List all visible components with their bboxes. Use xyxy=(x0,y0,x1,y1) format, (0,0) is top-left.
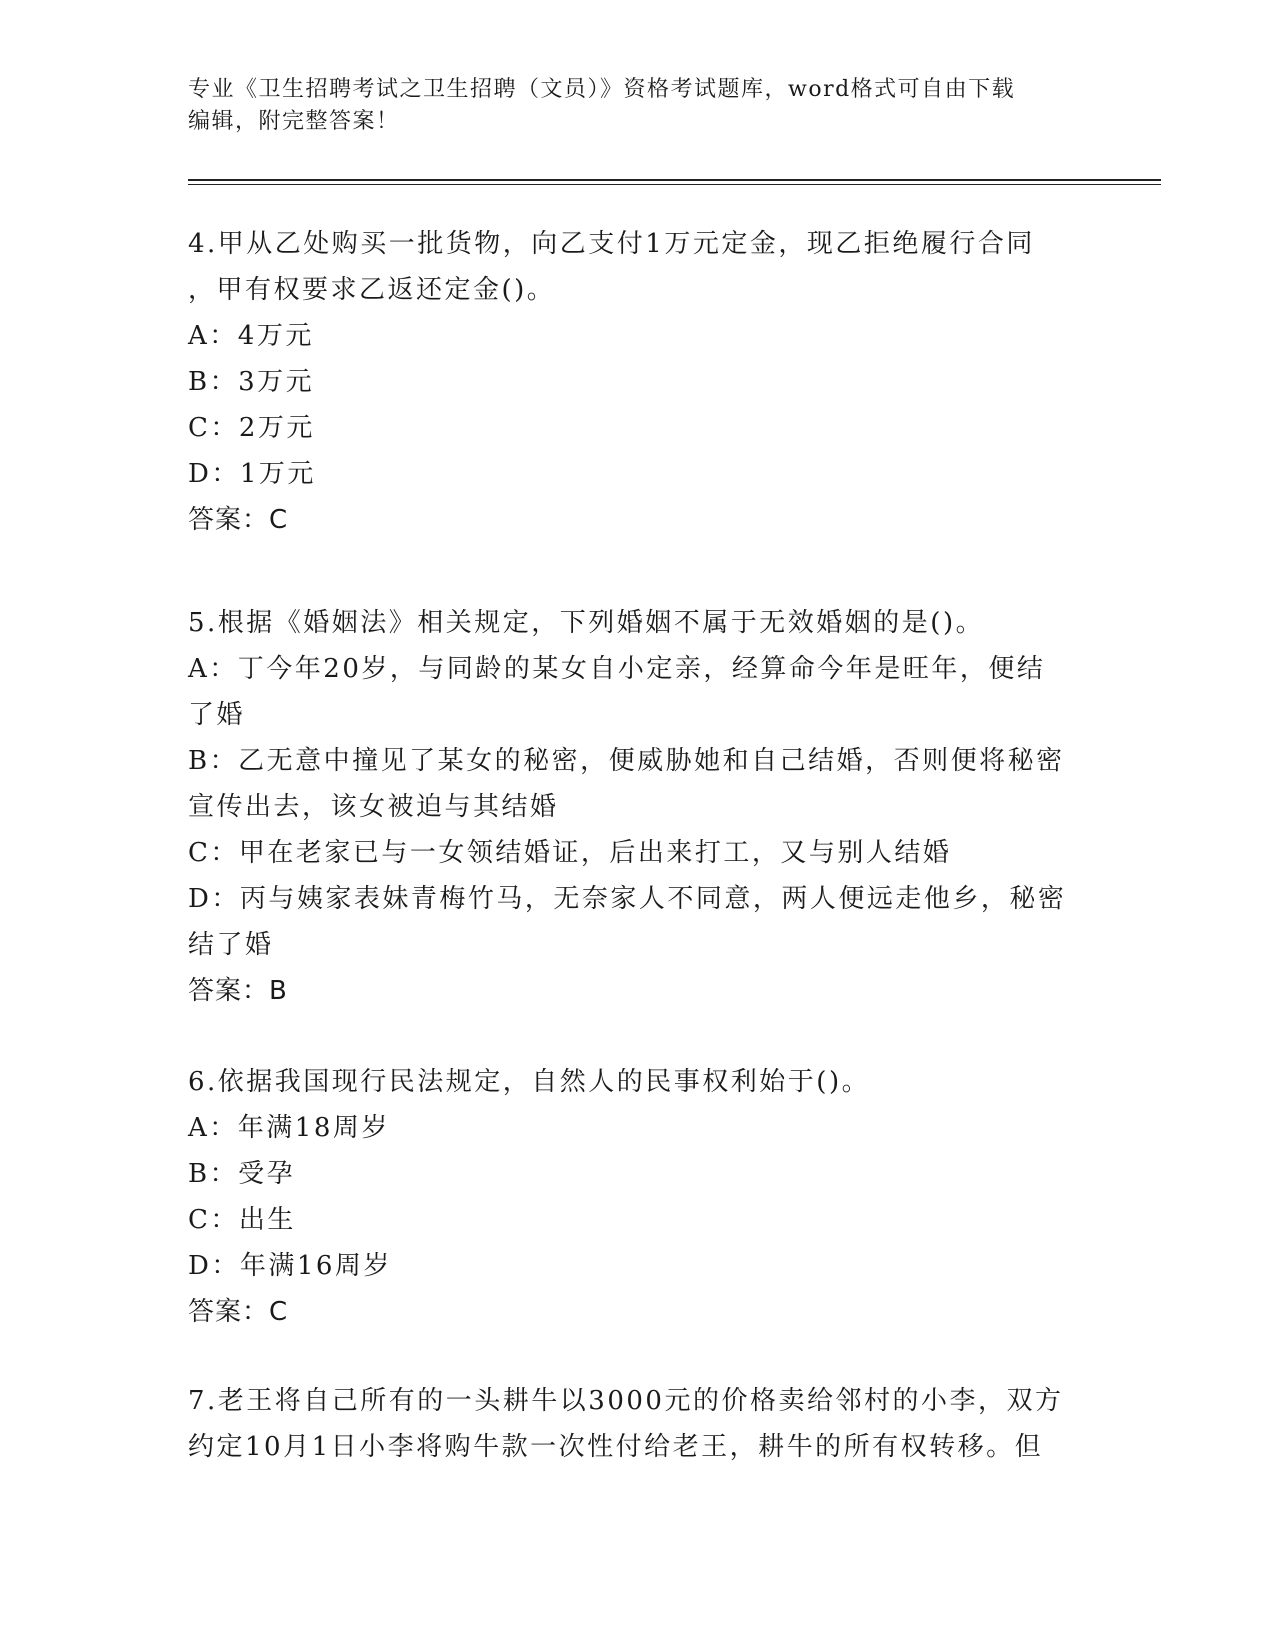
header-line-2: 编辑，附完整答案！ xyxy=(188,109,400,134)
option-d: D：1万元 xyxy=(188,459,316,489)
option-c: C：2万元 xyxy=(188,413,315,443)
question-stem-line: 5.根据《婚姻法》相关规定，下列婚姻不属于无效婚姻的是()。 xyxy=(188,608,985,638)
header-line-1: 专业《卫生招聘考试之卫生招聘（文员）》资格考试题库，word格式可自由下载 xyxy=(188,77,1016,102)
option-a: A：4万元 xyxy=(188,321,314,351)
answer-label: 答案：C xyxy=(188,505,289,535)
option-c: C：出生 xyxy=(188,1205,296,1235)
option-d: D：年满16周岁 xyxy=(188,1251,392,1281)
question-stem-line: 7.老王将自己所有的一头耕牛以3000元的价格卖给邻村的小李，双方 xyxy=(188,1386,1064,1416)
option-b-continued: 宣传出去，该女被迫与其结婚 xyxy=(188,792,559,822)
option-b: B：受孕 xyxy=(188,1159,296,1189)
option-c: C：甲在老家已与一女领结婚证，后出来打工，又与别人结婚 xyxy=(188,838,952,868)
question-6 xyxy=(188,1059,1088,1335)
question-stem-line: ，甲有权要求乙返还定金()。 xyxy=(188,275,556,305)
answer-label: 答案：B xyxy=(188,976,288,1006)
answer-label: 答案：C xyxy=(188,1297,289,1327)
option-b: B：乙无意中撞见了某女的秘密，便威胁她和自己结婚，否则便将秘密 xyxy=(188,746,1065,776)
question-4 xyxy=(188,221,1088,543)
document-header xyxy=(188,74,1088,138)
option-d-continued: 结了婚 xyxy=(188,930,274,960)
question-stem-line: 6.依据我国现行民法规定，自然人的民事权利始于()。 xyxy=(188,1067,871,1097)
option-a-continued: 了婚 xyxy=(188,700,246,730)
question-stem-line: 4.甲从乙处购买一批货物，向乙支付1万元定金，现乙拒绝履行合同 xyxy=(188,229,1035,259)
question-stem-line: 约定10月1日小李将购牛款一次性付给老王，耕牛的所有权转移。但 xyxy=(188,1432,1044,1462)
option-a: A：丁今年20岁，与同龄的某女自小定亲，经算命今年是旺年，便结 xyxy=(188,654,1046,684)
header-divider-thin xyxy=(188,184,1161,185)
question-7 xyxy=(188,1378,1088,1470)
option-a: A：年满18周岁 xyxy=(188,1113,390,1143)
question-5 xyxy=(188,600,1088,1014)
header-divider-thick xyxy=(188,179,1161,181)
option-d: D：丙与姨家表妹青梅竹马，无奈家人不同意，两人便远走他乡，秘密 xyxy=(188,884,1067,914)
option-b: B：3万元 xyxy=(188,367,315,397)
